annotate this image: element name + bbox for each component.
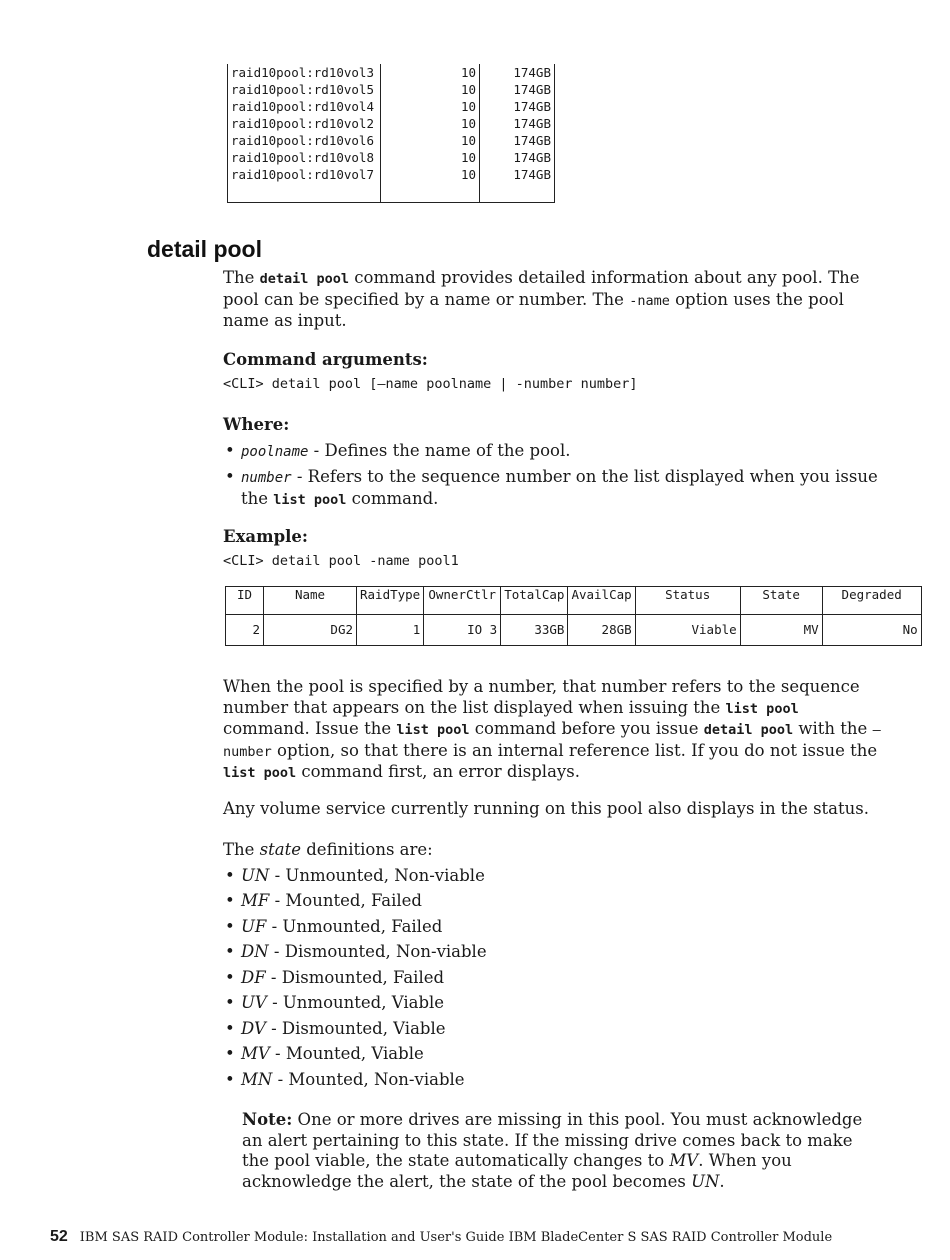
note-label: Note: bbox=[242, 1110, 293, 1129]
where-section bbox=[223, 415, 883, 510]
list-item: • UV - Unmounted, Viable bbox=[223, 993, 883, 1014]
command-syntax: <CLI> detail pool [—name poolname | -number number] bbox=[223, 375, 638, 392]
list-item: • UN - Unmounted, Non-viable bbox=[223, 866, 883, 887]
table-border bbox=[567, 609, 634, 619]
table-cell: raid10pool:rd10vol6 bbox=[227, 132, 380, 149]
list-item: • MV - Mounted, Viable bbox=[223, 1044, 883, 1065]
example-syntax: <CLI> detail pool -name pool1 bbox=[223, 552, 459, 569]
column-header: State bbox=[740, 586, 822, 609]
volume-table bbox=[227, 64, 555, 203]
table-cell: 174GB bbox=[479, 149, 555, 166]
table-cell: 174GB bbox=[479, 132, 555, 149]
table-cell: MV bbox=[740, 619, 822, 639]
table-cell: 10 bbox=[380, 149, 479, 166]
table-border bbox=[635, 639, 740, 646]
table-border bbox=[822, 609, 922, 619]
list-item: • MF - Mounted, Failed bbox=[223, 891, 883, 912]
table-cell: raid10pool:rd10vol8 bbox=[227, 149, 380, 166]
list-item: • MN - Mounted, Non-viable bbox=[223, 1070, 883, 1091]
table-border bbox=[740, 639, 822, 646]
table-border bbox=[225, 639, 263, 646]
column-header: TotalCap bbox=[500, 586, 567, 609]
service-paragraph: Any volume service currently running on this pool also displays in the status. bbox=[223, 799, 869, 818]
table-border bbox=[567, 639, 634, 646]
table-border bbox=[740, 609, 822, 619]
intro-paragraph: The detail pool command provides detailed information about any pool. The pool can be specified by a name or number. The -name option uses the pool name as input. bbox=[223, 268, 860, 330]
table-cell: 10 bbox=[380, 115, 479, 132]
table-border bbox=[356, 609, 423, 619]
example-label: Example: bbox=[223, 527, 308, 546]
number-paragraph: When the pool is specified by a number, that number refers to the sequence number that appears on the list displayed when issuing the list pool command. Issue the list pool command before you issue detail pool with the —number option, so that there is an internal reference list. If you do not issue the list pool command first, an error displays. bbox=[223, 677, 881, 781]
table-border bbox=[227, 183, 380, 203]
table-cell: 174GB bbox=[479, 98, 555, 115]
table-border bbox=[635, 609, 740, 619]
table-border bbox=[263, 609, 356, 619]
table-cell: 174GB bbox=[479, 166, 555, 183]
table-cell: No bbox=[822, 619, 922, 639]
table-row bbox=[227, 149, 555, 166]
table-row bbox=[227, 81, 555, 98]
list-item: • number - Refers to the sequence number on the list displayed when you issue the list pool command. bbox=[223, 467, 883, 510]
table-border bbox=[423, 639, 500, 646]
where-label: Where: bbox=[223, 415, 290, 434]
table-row bbox=[227, 115, 555, 132]
table-row bbox=[227, 166, 555, 183]
table-border bbox=[500, 639, 567, 646]
column-header: RaidType bbox=[356, 586, 423, 609]
table-cell: 33GB bbox=[500, 619, 567, 639]
table-cell: raid10pool:rd10vol5 bbox=[227, 81, 380, 98]
table-border bbox=[225, 609, 263, 619]
list-item: • DV - Dismounted, Viable bbox=[223, 1019, 883, 1040]
table-border bbox=[500, 609, 567, 619]
state-definitions: The state definitions are: • UN - Unmounted, Non-viable • MF - Mounted, Failed • UF - Unmounted, Failed • DN - Dismounted, Non-viable • DF - Dismounted, Failed • UV - Unmounted, Viable • DV - Dismounted, Viable • MV - Mounted, Viable • MN - Mounted, Non-viable bbox=[223, 840, 883, 1090]
table-cell: 10 bbox=[380, 166, 479, 183]
table-cell: 174GB bbox=[479, 81, 555, 98]
table-cell: 10 bbox=[380, 64, 479, 81]
note-block: Note: One or more drives are missing in this pool. You must acknowledge an alert pertaining to this state. If the missing drive comes back to make the pool viable, the state automatically changes to MV. When you acknowledge the alert, the state of the pool becomes UN. bbox=[242, 1110, 863, 1191]
footer-text: IBM SAS RAID Controller Module: Installation and User's Guide IBM BladeCenter S SAS RAID Controller Module bbox=[79, 1230, 833, 1245]
table-cell: raid10pool:rd10vol3 bbox=[227, 64, 380, 81]
section-title: detail pool bbox=[147, 236, 262, 262]
table-cell: Viable bbox=[635, 619, 740, 639]
table-row bbox=[227, 98, 555, 115]
table-row bbox=[227, 132, 555, 149]
list-item: • poolname - Defines the name of the pool. bbox=[223, 441, 883, 463]
table-border bbox=[479, 183, 555, 203]
column-header: AvailCap bbox=[567, 586, 634, 609]
table-cell: 1 bbox=[356, 619, 423, 639]
table-border bbox=[380, 183, 479, 203]
list-item: • DN - Dismounted, Non-viable bbox=[223, 942, 883, 963]
table-border bbox=[822, 639, 922, 646]
command-arguments bbox=[223, 350, 883, 394]
column-header: OwnerCtlr bbox=[423, 586, 500, 609]
table-cell: 10 bbox=[380, 98, 479, 115]
table-cell: DG2 bbox=[263, 619, 356, 639]
table-row bbox=[227, 64, 555, 81]
page-number: 52 bbox=[50, 1228, 68, 1245]
table-cell: IO 3 bbox=[423, 619, 500, 639]
column-header: ID bbox=[225, 586, 263, 609]
table-border bbox=[263, 639, 356, 646]
table-cell: 174GB bbox=[479, 64, 555, 81]
table-cell: 28GB bbox=[567, 619, 634, 639]
page-footer bbox=[50, 1228, 832, 1246]
table-cell: 10 bbox=[380, 81, 479, 98]
list-item: • UF - Unmounted, Failed bbox=[223, 917, 883, 938]
table-cell: 2 bbox=[225, 619, 263, 639]
example-section bbox=[223, 527, 883, 571]
column-header: Name bbox=[263, 586, 356, 609]
column-header: Status bbox=[635, 586, 740, 609]
table-cell: 174GB bbox=[479, 115, 555, 132]
table-cell: raid10pool:rd10vol2 bbox=[227, 115, 380, 132]
table-cell: raid10pool:rd10vol4 bbox=[227, 98, 380, 115]
table-border bbox=[423, 609, 500, 619]
column-header: Degraded bbox=[822, 586, 922, 609]
pool-detail-table bbox=[225, 586, 922, 646]
table-cell: 10 bbox=[380, 132, 479, 149]
list-item: • DF - Dismounted, Failed bbox=[223, 968, 883, 989]
table-cell: raid10pool:rd10vol7 bbox=[227, 166, 380, 183]
table-border bbox=[356, 639, 423, 646]
command-arguments-label: Command arguments: bbox=[223, 350, 428, 369]
